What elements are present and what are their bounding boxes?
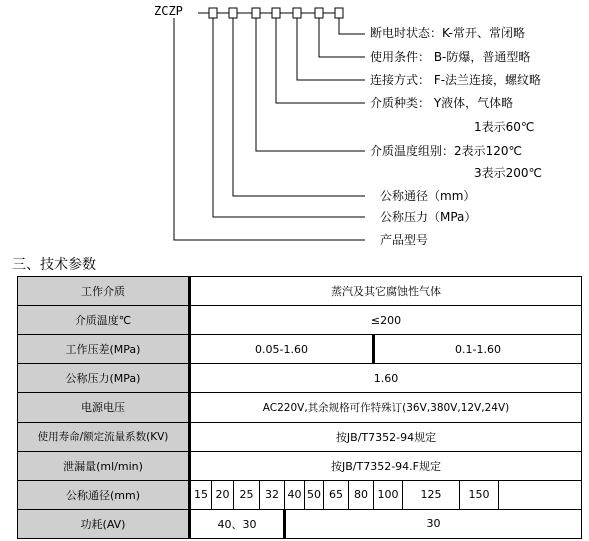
model-code: ZCZP (154, 4, 183, 18)
table-row (18, 364, 582, 393)
table-row (18, 335, 582, 364)
row-label-temperature: 介质温度℃ (18, 306, 190, 335)
annotation-temp-1: 1表示60℃ (474, 120, 535, 134)
diameter-cell: 50 (305, 480, 324, 509)
diameter-cell: 80 (349, 480, 374, 509)
diameter-cell: 20 (212, 480, 234, 509)
diameter-cell: 150 (460, 480, 499, 509)
table-row (18, 306, 582, 335)
annotation-temp-3: 3表示200℃ (474, 166, 543, 180)
row-value-life-kv: 按JB/T7352-94规定 (190, 422, 582, 451)
row-value-pressure-diff-1: 0.05-1.60 (190, 335, 374, 364)
row-value-voltage: AC220V,其余规格可作特殊订(36V,380V,12V,24V) (190, 393, 582, 422)
row-value-medium: 蒸汽及其它腐蚀性气体 (190, 277, 582, 306)
row-label-life-kv: 使用寿命/额定流量系数(KV) (18, 422, 190, 451)
table-row (18, 451, 582, 480)
row-label-medium: 工作介质 (18, 277, 190, 306)
table-row (18, 480, 582, 509)
annotation-use-condition: 使用条件： B-防爆，普通型略 (370, 50, 531, 64)
diameter-cell: 15 (190, 480, 212, 509)
row-label-pressure-diff: 工作压差(MPa) (18, 335, 190, 364)
row-value-power-1: 40、30 (190, 509, 285, 538)
diameter-cell: 32 (260, 480, 285, 509)
annotation-nominal-diameter: 公称通径（mm） (380, 189, 476, 203)
section-title: 三、技术参数 (12, 257, 96, 273)
annotation-product-model: 产品型号 (380, 233, 429, 247)
table-row (18, 393, 582, 422)
row-value-temperature: ≤200 (190, 306, 582, 335)
row-label-voltage: 电源电压 (18, 393, 190, 422)
model-code-diagram (0, 0, 589, 255)
table-row (18, 509, 582, 538)
annotation-connection: 连接方式： F-法兰连接，螺纹略 (370, 73, 542, 87)
diameter-cell: 25 (234, 480, 260, 509)
diameter-cell: 40 (285, 480, 305, 509)
row-label-power: 功耗(AV) (18, 509, 190, 538)
row-label-leakage: 泄漏量(ml/min) (18, 451, 190, 480)
row-label-nominal-pressure: 公称压力(MPa) (18, 364, 190, 393)
table-row (18, 422, 582, 451)
tech-params-table (17, 276, 582, 539)
row-label-nominal-diameter: 公称通径(mm) (18, 480, 190, 509)
diameter-cell: 65 (324, 480, 349, 509)
row-value-pressure-diff-2: 0.1-1.60 (374, 335, 582, 364)
row-value-leakage: 按JB/T7352-94.F规定 (190, 451, 582, 480)
diameter-cell: 125 (403, 480, 460, 509)
row-value-power-2: 30 (285, 509, 582, 538)
annotation-medium-type: 介质种类： Y液体，气体略 (370, 96, 514, 110)
annotation-power-off-state: 断电时状态：K-常开、常闭略 (370, 26, 525, 40)
diameter-cell: 100 (374, 480, 403, 509)
annotation-temp-group: 介质温度组别：2表示120℃ (370, 144, 523, 158)
row-value-nominal-pressure: 1.60 (190, 364, 582, 393)
annotation-nominal-pressure: 公称压力（MPa） (380, 210, 477, 224)
diameter-cell-blank (499, 480, 582, 509)
table-row (18, 277, 582, 306)
